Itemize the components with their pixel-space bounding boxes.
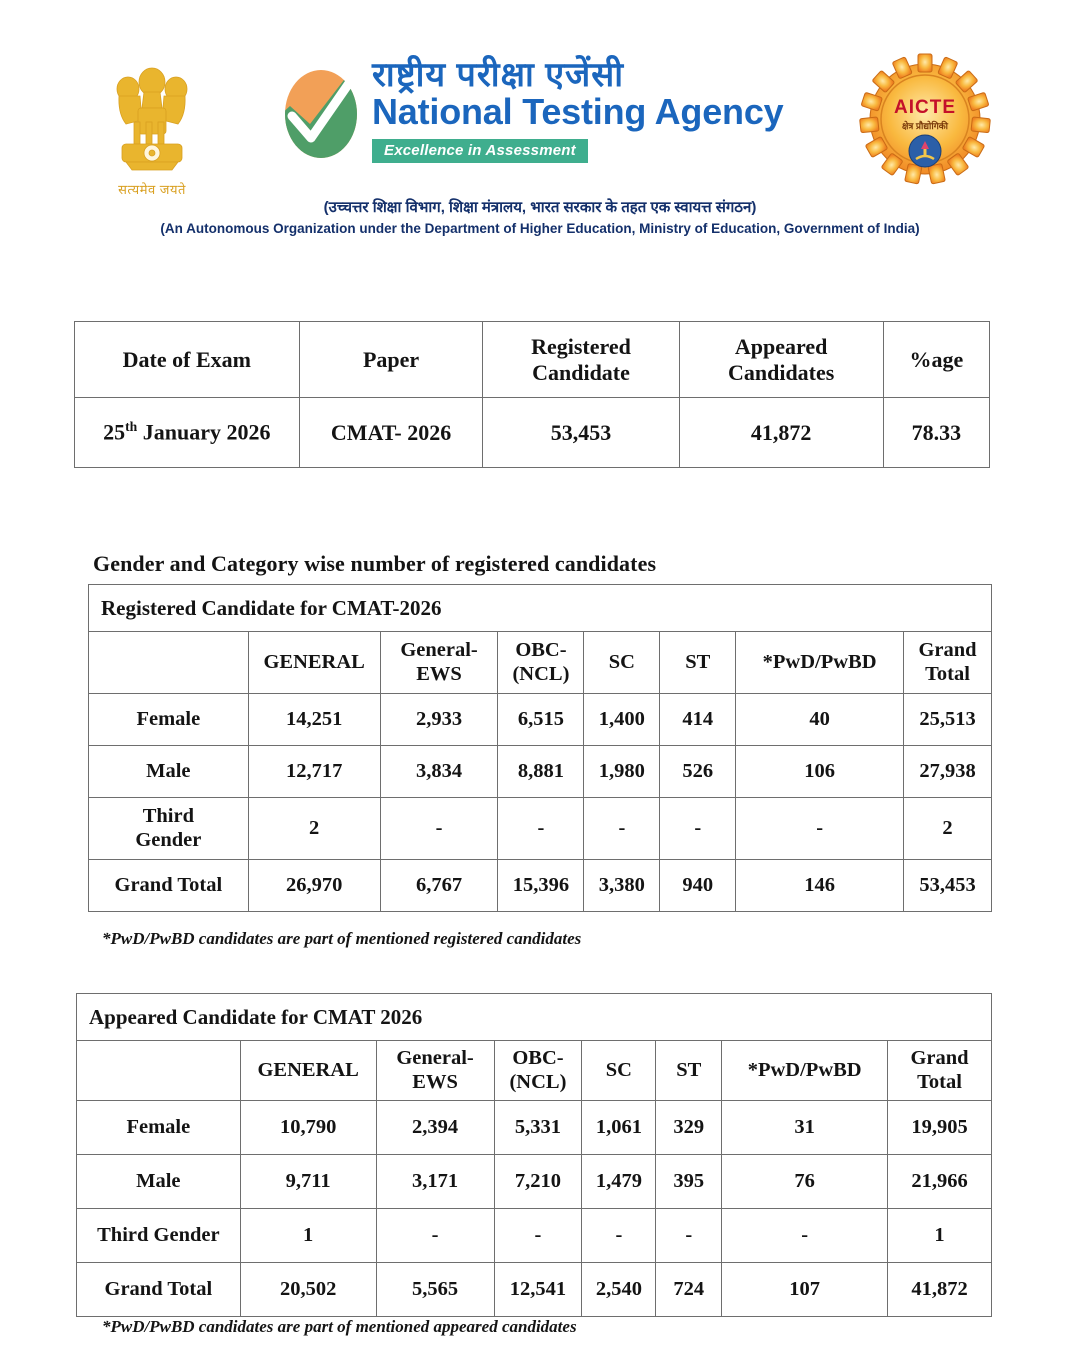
col-header-grand-total: Grand Total xyxy=(904,632,992,694)
col-header-obc-ncl: OBC- (NCL) xyxy=(498,632,584,694)
col-header-general: GENERAL xyxy=(240,1041,376,1101)
cell-total-grand-total: 41,872 xyxy=(888,1263,992,1317)
nta-checkmark-logo-icon xyxy=(278,62,364,166)
cell-total-st: 940 xyxy=(660,860,736,912)
cell-third-pwd: - xyxy=(736,798,904,860)
col-header-blank xyxy=(89,632,249,694)
org-name-hindi: राष्ट्रीय परीक्षा एजेंसी xyxy=(372,56,625,94)
table-caption-row xyxy=(77,994,992,1041)
cell-male-general-ews: 3,834 xyxy=(380,746,498,798)
col-header-general-ews: General- EWS xyxy=(376,1041,494,1101)
cell-female-sc: 1,400 xyxy=(584,694,660,746)
section-title: Gender and Category wise number of registered candidates xyxy=(93,551,657,576)
cell-total-general: 26,970 xyxy=(248,860,380,912)
row-header-female: Female xyxy=(77,1101,241,1155)
ashoka-emblem-icon xyxy=(104,62,200,178)
col-header-st: ST xyxy=(656,1041,722,1101)
row-header-female: Female xyxy=(89,694,249,746)
col-header-sc: SC xyxy=(582,1041,656,1101)
cell-total-pwd: 107 xyxy=(722,1263,888,1317)
cell-third-st: - xyxy=(660,798,736,860)
cell-female-grand-total: 19,905 xyxy=(888,1101,992,1155)
col-header-sc: SC xyxy=(584,632,660,694)
col-header-st: ST xyxy=(660,632,736,694)
col-header-paper: Paper xyxy=(299,322,483,398)
cell-total-obc-ncl: 15,396 xyxy=(498,860,584,912)
row-header-third-gender: Third Gender xyxy=(77,1209,241,1263)
appeared-candidates-table xyxy=(76,993,992,1317)
emblem-caption: सत्यमेव जयते xyxy=(118,182,186,197)
col-header-percentage: %age xyxy=(883,322,989,398)
table-row xyxy=(77,1101,992,1155)
cell-total-general: 20,502 xyxy=(240,1263,376,1317)
cell-male-pwd: 106 xyxy=(736,746,904,798)
table-row xyxy=(89,860,992,912)
cell-total-grand-total: 53,453 xyxy=(904,860,992,912)
cell-third-sc: - xyxy=(584,798,660,860)
aicte-gear-logo-icon xyxy=(858,52,992,186)
cell-registered: 53,453 xyxy=(483,398,679,468)
nta-tagline: Excellence in Assessment xyxy=(372,139,588,163)
national-emblem xyxy=(88,48,216,198)
registered-candidates-table xyxy=(88,584,992,912)
appeared-table-footnote: *PwD/PwBD candidates are part of mentioned appeared candidates xyxy=(102,1317,577,1336)
svg-text:क्षेत्र प्रौद्योगिकी: क्षेत्र प्रौद्योगिकी xyxy=(901,121,949,131)
cell-total-pwd: 146 xyxy=(736,860,904,912)
cell-female-general: 10,790 xyxy=(240,1101,376,1155)
cell-total-sc: 3,380 xyxy=(584,860,660,912)
cell-female-st: 414 xyxy=(660,694,736,746)
table-header-row xyxy=(77,1041,992,1101)
cell-male-sc: 1,479 xyxy=(582,1155,656,1209)
cell-date-of-exam: 25th January 2026 xyxy=(75,398,300,468)
cell-female-sc: 1,061 xyxy=(582,1101,656,1155)
cell-total-sc: 2,540 xyxy=(582,1263,656,1317)
row-header-third-gender: Third Gender xyxy=(89,798,249,860)
cell-third-pwd: - xyxy=(722,1209,888,1263)
registered-candidates-table-wrap xyxy=(88,584,992,912)
table-row xyxy=(89,694,992,746)
cell-male-general: 9,711 xyxy=(240,1155,376,1209)
cell-male-general: 12,717 xyxy=(248,746,380,798)
org-name-english: National Testing Agency xyxy=(372,91,784,133)
cell-total-st: 724 xyxy=(656,1263,722,1317)
cell-third-general-ews: - xyxy=(376,1209,494,1263)
cell-male-st: 395 xyxy=(656,1155,722,1209)
svg-text:AICTE: AICTE xyxy=(894,97,956,118)
cell-male-obc-ncl: 8,881 xyxy=(498,746,584,798)
col-header-pwd-pwbd: *PwD/PwBD xyxy=(736,632,904,694)
cell-third-obc-ncl: - xyxy=(498,798,584,860)
table-header-row xyxy=(89,632,992,694)
registered-table-footnote: *PwD/PwBD candidates are part of mentioned registered candidates xyxy=(102,929,582,948)
cell-percentage: 78.33 xyxy=(883,398,989,468)
cell-female-general: 14,251 xyxy=(248,694,380,746)
cell-female-pwd: 40 xyxy=(736,694,904,746)
cell-third-obc-ncl: - xyxy=(494,1209,582,1263)
cell-female-general-ews: 2,933 xyxy=(380,694,498,746)
col-header-grand-total: Grand Total xyxy=(888,1041,992,1101)
document-header xyxy=(0,0,1080,250)
row-header-grand-total: Grand Total xyxy=(89,860,249,912)
cell-female-obc-ncl: 6,515 xyxy=(498,694,584,746)
cell-paper: CMAT- 2026 xyxy=(299,398,483,468)
col-header-blank xyxy=(77,1041,241,1101)
appeared-candidates-table-wrap xyxy=(76,993,992,1317)
cell-third-grand-total: 2 xyxy=(904,798,992,860)
col-header-obc-ncl: OBC- (NCL) xyxy=(494,1041,582,1101)
cell-female-pwd: 31 xyxy=(722,1101,888,1155)
col-header-appeared-candidates: Appeared Candidates xyxy=(679,322,883,398)
table-row xyxy=(77,1263,992,1317)
cell-appeared: 41,872 xyxy=(679,398,883,468)
col-header-general: GENERAL xyxy=(248,632,380,694)
subtitle-hindi: (उच्चत्तर शिक्षा विभाग, शिक्षा मंत्रालय, भारत सरकार के तहत एक स्वायत्त संगठन) xyxy=(323,199,757,216)
cell-third-general: 1 xyxy=(240,1209,376,1263)
table-row xyxy=(77,1209,992,1263)
row-header-male: Male xyxy=(89,746,249,798)
cell-total-general-ews: 5,565 xyxy=(376,1263,494,1317)
col-header-registered-candidate: Registered Candidate xyxy=(483,322,679,398)
cell-female-obc-ncl: 5,331 xyxy=(494,1101,582,1155)
cell-third-sc: - xyxy=(582,1209,656,1263)
cell-male-grand-total: 21,966 xyxy=(888,1155,992,1209)
table-row xyxy=(75,398,990,468)
col-header-pwd-pwbd: *PwD/PwBD xyxy=(722,1041,888,1101)
cell-third-general: 2 xyxy=(248,798,380,860)
row-header-male: Male xyxy=(77,1155,241,1209)
cell-male-st: 526 xyxy=(660,746,736,798)
cell-third-grand-total: 1 xyxy=(888,1209,992,1263)
cell-male-sc: 1,980 xyxy=(584,746,660,798)
exam-summary-table-wrap xyxy=(74,321,990,468)
cell-third-general-ews: - xyxy=(380,798,498,860)
cell-male-grand-total: 27,938 xyxy=(904,746,992,798)
cell-female-st: 329 xyxy=(656,1101,722,1155)
cell-third-st: - xyxy=(656,1209,722,1263)
cell-male-pwd: 76 xyxy=(722,1155,888,1209)
registered-table-caption: Registered Candidate for CMAT-2026 xyxy=(89,585,992,632)
cell-total-general-ews: 6,767 xyxy=(380,860,498,912)
exam-summary-table xyxy=(74,321,990,468)
table-row xyxy=(89,798,992,860)
cell-male-obc-ncl: 7,210 xyxy=(494,1155,582,1209)
cell-female-general-ews: 2,394 xyxy=(376,1101,494,1155)
cell-male-general-ews: 3,171 xyxy=(376,1155,494,1209)
table-caption-row xyxy=(89,585,992,632)
subtitle-english: (An Autonomous Organization under the Department of Higher Education, Ministry of Education, Government of India) xyxy=(160,221,920,237)
nta-branding xyxy=(278,56,818,166)
col-header-general-ews: General- EWS xyxy=(380,632,498,694)
table-row xyxy=(89,746,992,798)
cell-total-obc-ncl: 12,541 xyxy=(494,1263,582,1317)
cell-female-grand-total: 25,513 xyxy=(904,694,992,746)
header-subtitles xyxy=(0,198,1080,238)
appeared-table-caption: Appeared Candidate for CMAT 2026 xyxy=(77,994,992,1041)
table-header-row xyxy=(75,322,990,398)
col-header-date-of-exam: Date of Exam xyxy=(75,322,300,398)
row-header-grand-total: Grand Total xyxy=(77,1263,241,1317)
table-row xyxy=(77,1155,992,1209)
